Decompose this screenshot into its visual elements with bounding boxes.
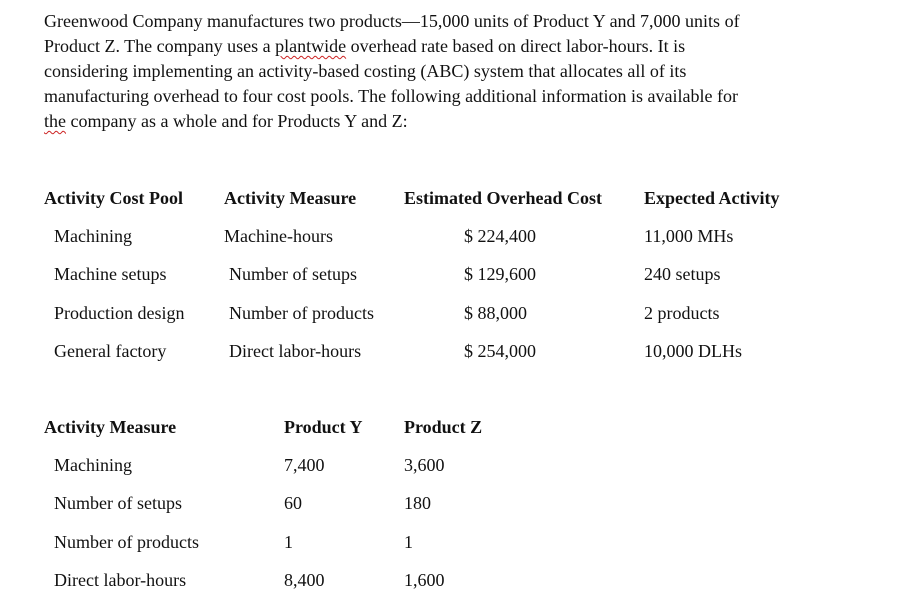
- header-product-z: Product Z: [404, 417, 483, 437]
- cost-pool-activity: 240 setups: [644, 264, 721, 284]
- spellcheck-word-plantwide: plantwide: [275, 36, 347, 56]
- intro-line-5: [44, 109, 844, 134]
- intro-line-4: manufacturing overhead to four cost pools. The following additional information is available for: [44, 86, 738, 106]
- cost-pool-activity: 2 products: [644, 303, 720, 323]
- cost-pool-name: General factory: [54, 341, 167, 361]
- intro-line-5-end: company as a whole and for Products Y and Z:: [66, 111, 408, 131]
- intro-paragraph: [44, 9, 844, 134]
- cost-pool-name: Machining: [54, 226, 132, 246]
- product-z-value: 3,600: [404, 455, 445, 475]
- intro-line-1: Greenwood Company manufactures two products—15,000 units of Product Y and 7,000 units of: [44, 11, 740, 31]
- cost-pool-cost: $ 129,600: [464, 264, 536, 284]
- product-z-value: 180: [404, 493, 431, 513]
- intro-line-3: considering implementing an activity-based costing (ABC) system that allocates all of its: [44, 61, 687, 81]
- cost-pool-activity: 11,000 MHs: [644, 226, 734, 246]
- product-measure-name: Number of setups: [54, 493, 182, 513]
- header-estimated-overhead-cost: Estimated Overhead Cost: [404, 188, 602, 208]
- product-y-value: 60: [284, 493, 302, 513]
- cost-pool-cost: $ 224,400: [464, 226, 536, 246]
- cost-pool-activity: 10,000 DLHs: [644, 341, 742, 361]
- header-activity-measure: Activity Measure: [44, 417, 177, 437]
- intro-line-2-start: Product Z. The company uses a: [44, 36, 276, 56]
- product-z-value: 1,600: [404, 570, 445, 590]
- cost-pool-measure: Number of products: [229, 303, 374, 323]
- cost-pool-measure: Number of setups: [229, 264, 357, 284]
- product-measure-name: Machining: [54, 455, 132, 475]
- cost-pool-measure: Machine-hours: [224, 226, 333, 246]
- cost-pool-cost: $ 88,000: [464, 303, 527, 323]
- product-measure-name: Number of products: [54, 532, 199, 552]
- header-activity-measure: Activity Measure: [224, 188, 357, 208]
- cost-pool-cost: $ 254,000: [464, 341, 536, 361]
- header-activity-cost-pool: Activity Cost Pool: [44, 188, 183, 208]
- product-y-value: 7,400: [284, 455, 325, 475]
- intro-line-2-end: overhead rate based on direct labor-hours. It is: [346, 36, 686, 56]
- cost-pool-measure: Direct labor-hours: [229, 341, 362, 361]
- product-y-value: 1: [284, 532, 293, 552]
- header-expected-activity: Expected Activity: [644, 188, 780, 208]
- product-measure-name: Direct labor-hours: [54, 570, 187, 590]
- header-product-y: Product Y: [284, 417, 363, 437]
- product-y-value: 8,400: [284, 570, 325, 590]
- intro-line-2: [44, 34, 844, 59]
- spellcheck-word-the: the: [44, 111, 66, 131]
- product-z-value: 1: [404, 532, 413, 552]
- cost-pool-name: Machine setups: [54, 264, 167, 284]
- cost-pool-name: Production design: [54, 303, 185, 323]
